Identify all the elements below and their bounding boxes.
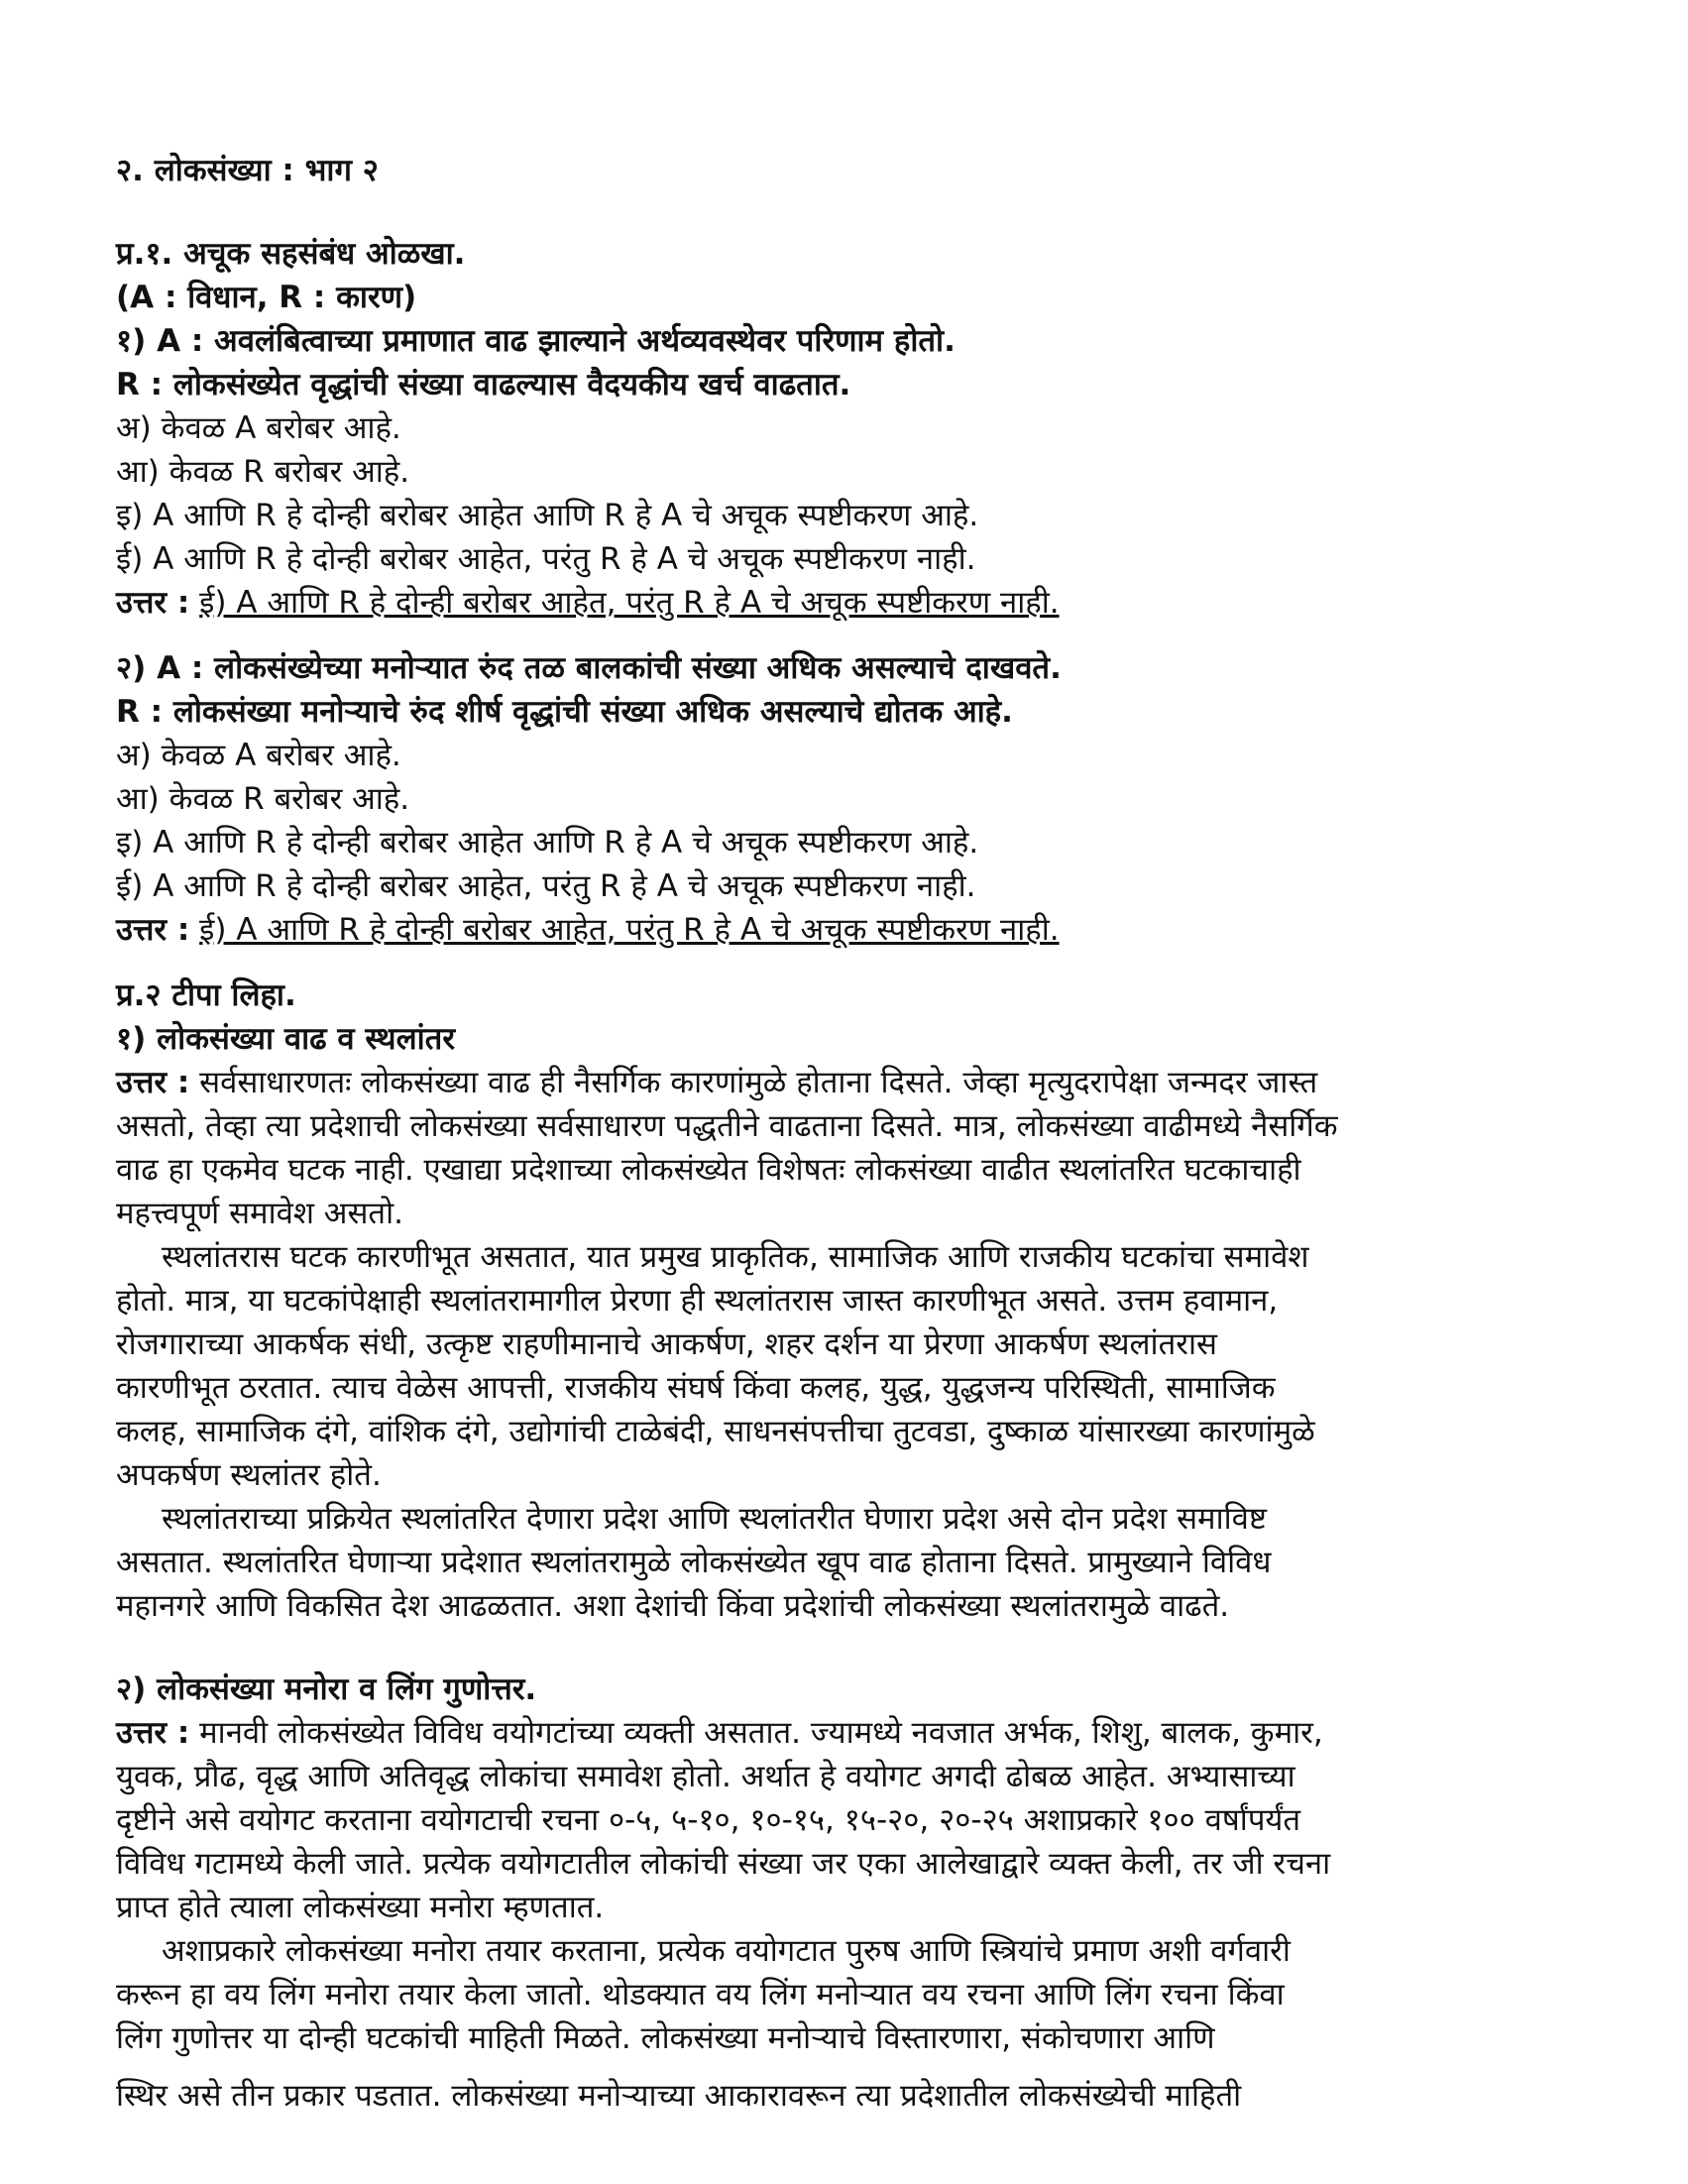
note-title: १) लोकसंख्या वाढ व स्थलांतर (116, 1021, 456, 1057)
option-a: अ) केवळ A बरोबर आहे. (116, 738, 401, 773)
note-para-line: अपकर्षण स्थलांतर होते. (116, 1457, 382, 1493)
note-para-line: महत्त्वपूर्ण समावेश असतो. (116, 1196, 403, 1231)
q1-heading: प्र.१. अचूक सहसंबंध ओळखा. (116, 236, 466, 272)
assertion: १) A : अवलंबित्वाच्या प्रमाणात वाढ झाल्याने अर्थव्यवस्थेवर परिणाम होतो. (116, 323, 956, 359)
answer-label: उत्तर : (116, 912, 190, 948)
note-para-line: होतो. मात्र, या घटकांपेक्षाही स्थलांतरामागील प्रेरणा ही स्थलांतरास जास्त कारणीभूत असते. उत्तम हवामान, (116, 1283, 1279, 1319)
note-para-line: दृष्टीने असे वयोगट करताना वयोगटाची रचना ०-५, ५-१०, १०-१५, १५-२०, २०-२५ अशाप्रकारे १०० वर्षांपर्यंत (116, 1802, 1301, 1838)
cut-off-line (116, 2074, 1573, 2114)
q1-item-2 (116, 646, 1573, 952)
note-para-line: प्राप्त होते त्याला लोकसंख्या मनोरा म्हणतात. (116, 1890, 605, 1925)
note-para-line: युवक, प्रौढ, वृद्ध आणि अतिवृद्ध लोकांचा समावेश होतो. अर्थात हे वयोगट अगदी ढोबळ आहेत. अभ्यासाच्या (116, 1759, 1295, 1794)
option-i: इ) A आणि R हे दोन्ही बरोबर आहेत आणि R हे A चे अचूक स्पष्टीकरण आहे. (116, 498, 979, 533)
option-ii: ई) A आणि R हे दोन्ही बरोबर आहेत, परंतु R हे A चे अचूक स्पष्टीकरण नाही. (116, 868, 976, 904)
note-2 (116, 1667, 1573, 2114)
note-para-line: करून हा वय लिंग मनोरा तयार केला जातो. थोडक्यात वय लिंग मनोऱ्यात वय रचना आणि लिंग रचना किंवा (116, 1977, 1285, 2012)
q1-item-1 (116, 319, 1573, 625)
answer-line (116, 908, 1573, 952)
q1-subheading: (A : विधान, R : कारण) (116, 280, 417, 315)
note-title: २) लोकसंख्या मनोरा व लिंग गुणोत्तर. (116, 1671, 537, 1707)
note-para-line: रोजगाराच्या आकर्षक संधी, उत्कृष्ट राहणीमानाचे आकर्षण, शहर दर्शन या प्रेरणा आकर्षण स्थलांतरास (116, 1326, 1217, 1362)
note-para-line: असतात. स्थलांतरित घेणाऱ्या प्रदेशात स्थलांतरामुळे लोकसंख्येत खूप वाढ होताना दिसते. प्रामुख्याने विविध (116, 1545, 1272, 1580)
note-para-line: स्थलांतराच्या प्रक्रियेत स्थलांतरित देणारा प्रदेश आणि स्थलांतरीत घेणारा प्रदेश असे दोन प्रदेश समाविष्ट (162, 1501, 1267, 1537)
note-1 (116, 1017, 1573, 1628)
cut-off-text: स्थिर असे तीन प्रकार पडतात. लोकसंख्या मनोऱ्याच्या आकारावरून त्या प्रदेशातील लोकसंख्येची माहिती (116, 2078, 1242, 2114)
note-para-line: विविध गटामध्ये केली जाते. प्रत्येक वयोगटातील लोकांची संख्या जर एका आलेखाद्वारे व्यक्त केली, तर जी रचना (116, 1846, 1331, 1882)
reason: R : लोकसंख्येत वृद्धांची संख्या वाढल्यास वैदयकीय खर्च वाढतात. (116, 367, 851, 402)
text-run: सर्वसाधारणतः लोकसंख्या वाढ ही नैसर्गिक कारणांमुळे होताना दिसते. जेव्हा मृत्युदरापेक्षा जन्मदर जास्त (189, 1065, 1318, 1100)
page-title: २. लोकसंख्या : भाग २ (116, 153, 379, 188)
answer-label: उत्तर : (116, 1065, 190, 1100)
note-para-line: कलह, सामाजिक दंगे, वांशिक दंगे, उद्योगांची टाळेबंदी, साधनसंपत्तीचा तुटवडा, दुष्काळ यांसारख्या कारणांमुळे (116, 1414, 1315, 1449)
q2-heading: प्र.२ टीपा लिहा. (116, 977, 296, 1013)
answer-label: उत्तर : (116, 1715, 190, 1751)
reason: R : लोकसंख्या मनोऱ्याचे रुंद शीर्ष वृद्धांची संख्या अधिक असल्याचे द्योतक आहे. (116, 694, 1013, 730)
option-aa: आ) केवळ R बरोबर आहे. (116, 454, 410, 490)
note-para-line: महानगरे आणि विकसित देश आढळतात. अशा देशांची किंवा प्रदेशांची लोकसंख्या स्थलांतरामुळे वाढते. (116, 1588, 1230, 1624)
document-page (116, 149, 1573, 2114)
option-aa: आ) केवळ R बरोबर आहे. (116, 781, 410, 817)
note-para-line: लिंग गुणोत्तर या दोन्ही घटकांची माहिती मिळते. लोकसंख्या मनोऱ्याचे विस्तारणारा, संकोचणारा आणि (116, 2020, 1215, 2056)
note-para-line: स्थलांतरास घटक कारणीभूत असतात, यात प्रमुख प्राकृतिक, सामाजिक आणि राजकीय घटकांचा समावेश (162, 1239, 1309, 1275)
answer-text: ई) A आणि R हे दोन्ही बरोबर आहेत, परंतु R हे A चे अचूक स्पष्टीकरण नाही. (199, 585, 1060, 621)
answer-line (116, 581, 1573, 625)
text-run: मानवी लोकसंख्येत विविध वयोगटांच्या व्यक्ती असतात. ज्यामध्ये नवजात अर्भक, शिशु, बालक, कुमार, (189, 1715, 1323, 1751)
answer-text: ई) A आणि R हे दोन्ही बरोबर आहेत, परंतु R हे A चे अचूक स्पष्टीकरण नाही. (199, 912, 1060, 948)
note-para-line (116, 1711, 1573, 1755)
answer-label: उत्तर : (116, 585, 190, 621)
note-para-line: असतो, तेव्हा त्या प्रदेशाची लोकसंख्या सर्वसाधारण पद्धतीने वाढताना दिसते. मात्र, लोकसंख्या वाढीमध्ये नैसर्गिक (116, 1108, 1338, 1144)
assertion: २) A : लोकसंख्येच्या मनोऱ्यात रुंद तळ बालकांची संख्या अधिक असल्याचे दाखवते. (116, 650, 1062, 686)
option-ii: ई) A आणि R हे दोन्ही बरोबर आहेत, परंतु R हे A चे अचूक स्पष्टीकरण नाही. (116, 541, 976, 577)
option-i: इ) A आणि R हे दोन्ही बरोबर आहेत आणि R हे A चे अचूक स्पष्टीकरण आहे. (116, 825, 979, 861)
note-para-line: अशाप्रकारे लोकसंख्या मनोरा तयार करताना, प्रत्येक वयोगटात पुरुष आणि स्त्रियांचे प्रमाण अशी वर्गवारी (162, 1933, 1291, 1969)
note-para-line: कारणीभूत ठरतात. त्याच वेळेस आपत्ती, राजकीय संघर्ष किंवा कलह, युद्ध, युद्धजन्य परिस्थिती, सामाजिक (116, 1370, 1276, 1406)
note-para-line: वाढ हा एकमेव घटक नाही. एखाद्या प्रदेशाच्या लोकसंख्येत विशेषतः लोकसंख्या वाढीत स्थलांतरित घटकाचाही (116, 1152, 1301, 1188)
option-a: अ) केवळ A बरोबर आहे. (116, 410, 401, 446)
note-para-line (116, 1061, 1573, 1104)
